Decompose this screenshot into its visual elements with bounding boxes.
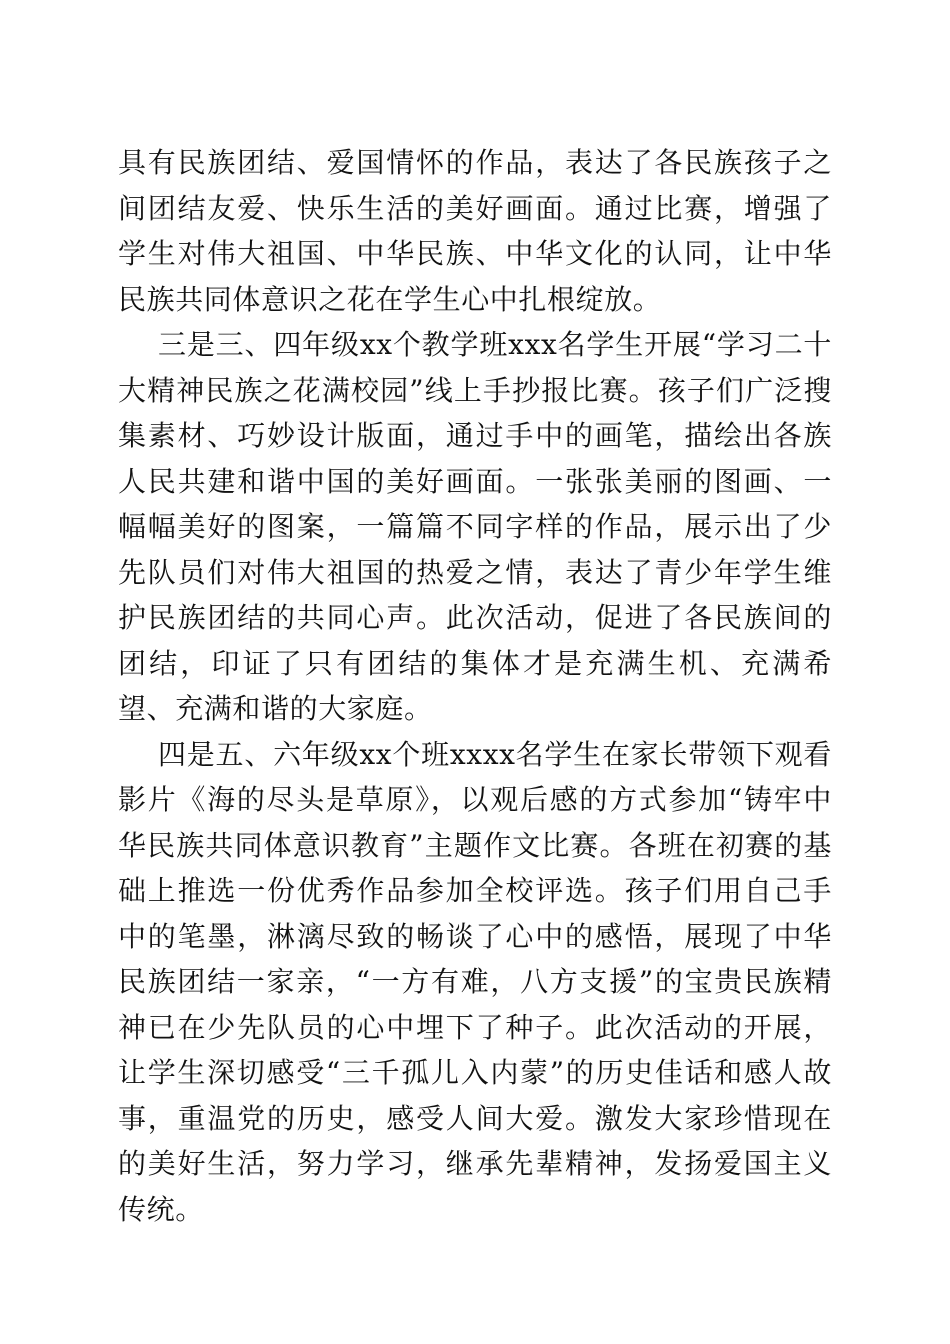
paragraph-grade-3-4-handwritten-newspaper: 三是三、四年级xx个教学班xxx名学生开展“学习二十大精神民族之花满校园”线上手抄报比赛。孩子们广泛搜集素材、巧妙设计版面，通过手中的画笔，描绘出各族人民共建和谐中国的美好画面。一张张美丽的图画、一幅幅美好的图案，一篇篇不同字样的作品，展示出了少先队员们对伟大祖国的热爱之情，表达了青少年学生维护民族团结的共同心声。此次活动，促进了各民族间的团结，印证了只有团结的集体才是充满生机、充满希望、充满和谐的大家庭。 [118, 328, 832, 725]
paragraph-continuation: 具有民族团结、爱国情怀的作品，表达了各民族孩子之间团结友爱、快乐生活的美好画面。通过比赛，增强了学生对伟大祖国、中华民族、中华文化的认同，让中华民族共同体意识之花在学生心中扎根绽放。 [118, 146, 832, 316]
document-body [118, 140, 832, 1232]
paragraph-grade-5-6-essay-contest: 四是五、六年级xx个班xxxx名学生在家长带领下观看影片《海的尽头是草原》，以观后感的方式参加“铸牢中华民族共同体意识教育”主题作文比赛。各班在初赛的基础上推选一份优秀作品参加全校评选。孩子们用自己手中的笔墨，淋漓尽致的畅谈了心中的感悟，展现了中华民族团结一家亲，“一方有难，八方支援”的宝贵民族精神已在少先队员的心中埋下了种子。此次活动的开展，让学生深切感受“三千孤儿入内蒙”的历史佳话和感人故事，重温党的历史，感受人间大爱。激发大家珍惜现在的美好生活，努力学习，继承先辈精神，发扬爱国主义传统。 [118, 737, 832, 1226]
